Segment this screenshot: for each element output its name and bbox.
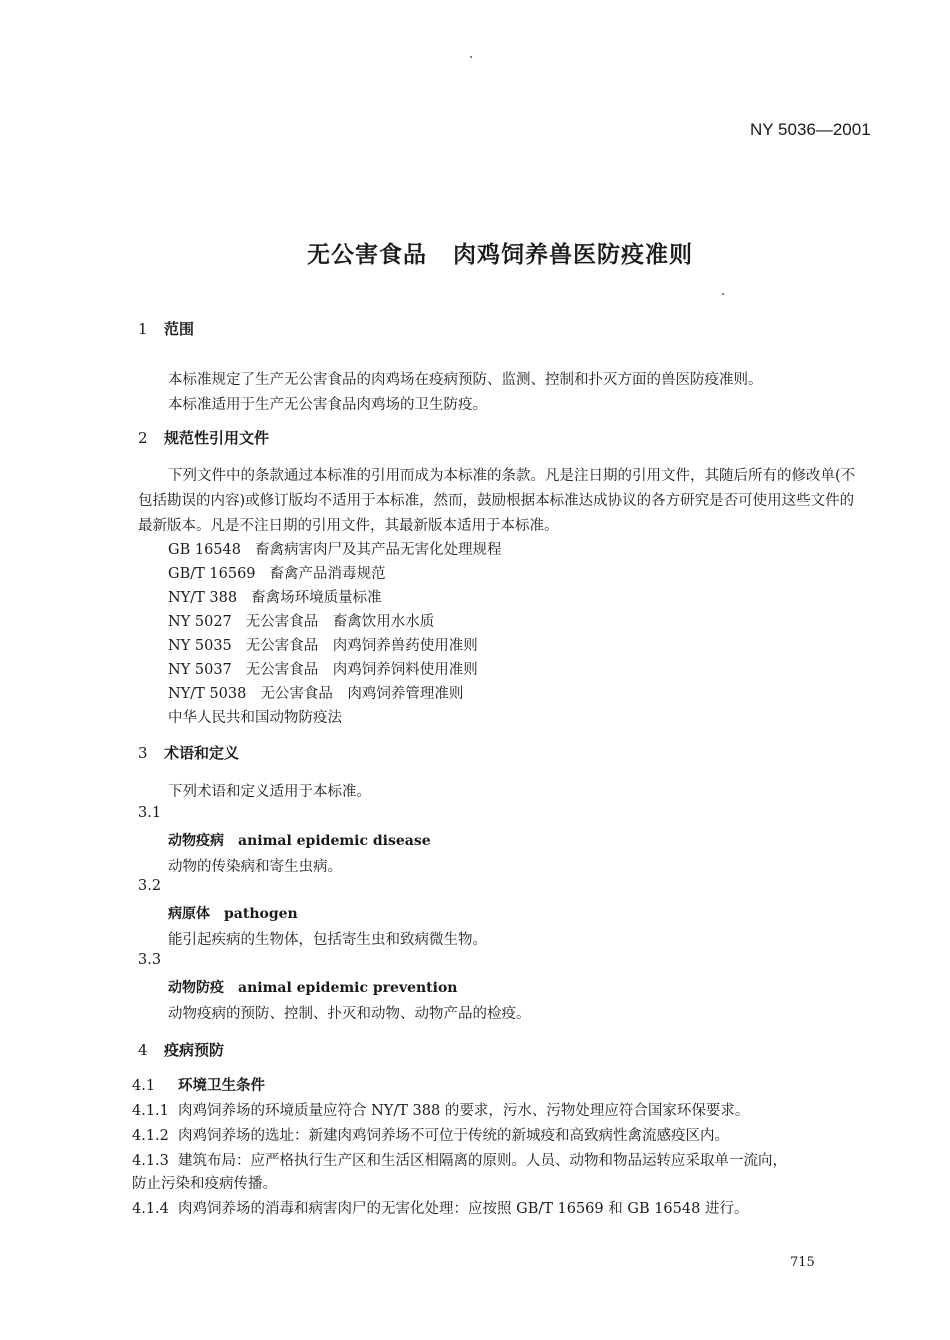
section-1-para-1: 本标准规定了生产无公害食品的肉鸡场在疫病预防、监测、控制和扑灭方面的兽医防疫准则。 (168, 372, 763, 388)
page-number: 715 (790, 1255, 815, 1270)
reference-item: GB/T 16569 畜禽产品消毒规范 (168, 566, 386, 582)
clause-continuation: 防止污染和疫病传播。 (132, 1176, 277, 1192)
title-part-1: 无公害食品 (307, 242, 427, 268)
section-4-heading: 4 疫病预防 (138, 1041, 225, 1059)
term-heading: 动物疫病 animal epidemic disease (168, 833, 431, 849)
reference-item: NY/T 5038 无公害食品 肉鸡饲养管理准则 (168, 686, 464, 702)
title-part-2: 肉鸡饲养兽医防疫准则 (453, 242, 693, 268)
reference-item: GB 16548 畜禽病害肉尸及其产品无害化处理规程 (168, 542, 502, 558)
reference-item: NY 5027 无公害食品 畜禽饮用水水质 (168, 614, 435, 630)
term-heading: 病原体 pathogen (168, 906, 298, 922)
term-definition: 动物的传染病和寄生虫病。 (168, 859, 342, 875)
section-3-heading: 3 术语和定义 (138, 744, 240, 762)
reference-law: 中华人民共和国动物防疫法 (168, 710, 342, 726)
term-definition: 能引起疾病的生物体，包括寄生虫和致病微生物。 (168, 932, 487, 948)
section-1-heading: 1 范围 (138, 320, 195, 338)
scan-speck (722, 293, 724, 295)
reference-item: NY 5035 无公害食品 肉鸡饲养兽药使用准则 (168, 638, 478, 654)
reference-item: NY 5037 无公害食品 肉鸡饲养饲料使用准则 (168, 662, 478, 678)
scan-speck (470, 56, 472, 58)
subsection-4-1-heading: 4.1 环境卫生条件 (132, 1078, 265, 1094)
section-3-intro: 下列术语和定义适用于本标准。 (168, 784, 371, 800)
term-number: 3.3 (138, 952, 162, 968)
term-heading: 动物防疫 animal epidemic prevention (168, 980, 458, 996)
clause-item: 4.1.4 肉鸡饲养场的消毒和病害肉尸的无害化处理：应按照 GB/T 16569 和 GB 16548 进行。 (132, 1201, 749, 1217)
term-number: 3.1 (138, 805, 162, 821)
standard-code: NY 5036—2001 (750, 120, 871, 139)
term-definition: 动物疫病的预防、控制、扑灭和动物、动物产品的检疫。 (168, 1006, 531, 1022)
section-2-heading: 2 规范性引用文件 (138, 429, 270, 447)
clause-item: 4.1.2 肉鸡饲养场的选址：新建肉鸡饲养场不可位于传统的新城疫和高致病性禽流感疫区内。 (132, 1128, 729, 1144)
clause-item: 4.1.1 肉鸡饲养场的环境质量应符合 NY/T 388 的要求，污水、污物处理应符合国家环保要求。 (132, 1103, 750, 1119)
section-1-para-2: 本标准适用于生产无公害食品肉鸡场的卫生防疫。 (168, 397, 487, 413)
reference-item: NY/T 388 畜禽场环境质量标准 (168, 590, 382, 606)
document-title (0, 236, 950, 269)
term-number: 3.2 (138, 878, 162, 894)
clause-item: 4.1.3 建筑布局：应严格执行生产区和生活区相隔离的原则。人员、动物和物品运转应采取单一流向， (132, 1153, 787, 1169)
section-2-intro: 下列文件中的条款通过本标准的引用而成为本标准的条款。凡是注日期的引用文件，其随后所有的修改单(不包括勘误的内容)或修订版均不适用于本标准，然而，鼓励根据本标准达成协议的各方研究是否可使用这些文件的最新版本。凡是不注日期的引用文件，其最新版本适用于本标准。 (138, 468, 856, 534)
